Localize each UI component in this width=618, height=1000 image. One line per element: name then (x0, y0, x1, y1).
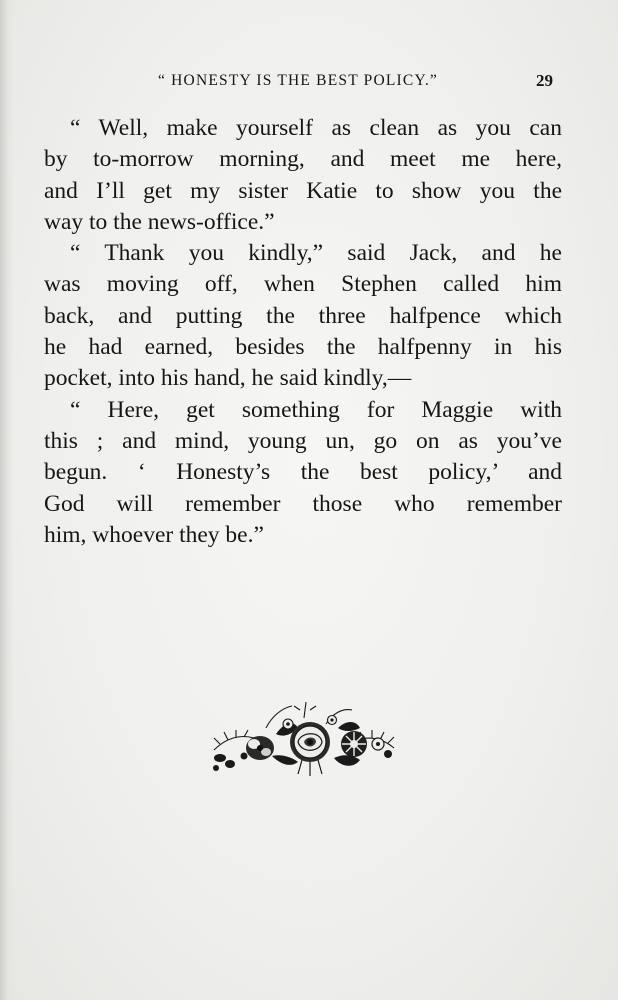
text-line: “ Thank you kindly,” said Jack, and he (70, 240, 562, 267)
page-number: 29 (536, 71, 553, 90)
text-line: pocket, into his hand, he said kindly,— (44, 365, 412, 392)
page-gutter-shadow (0, 0, 14, 1000)
text-line: begun. ‘ Honesty’s the best policy,’ and (44, 459, 562, 486)
text-line: way to the news-office.” (44, 208, 275, 235)
floral-bouquet-icon (206, 698, 402, 780)
paragraph (44, 113, 562, 238)
text-line: this ; and mind, young un, go on as you’ve (44, 427, 562, 454)
text-line: he had earned, besides the halfpenny in his (44, 334, 562, 361)
text-line: back, and putting the three halfpence which (44, 302, 562, 329)
text-line: “ Well, make yourself as clean as you can (70, 115, 562, 141)
body-text (44, 113, 562, 551)
text-line: him, whoever they be.” (44, 521, 264, 548)
text-line: and I’ll get my sister Katie to show you the (44, 177, 562, 204)
text-line: by to-morrow morning, and meet me here, (44, 146, 562, 173)
running-head: “ HONESTY IS THE BEST POLICY.” (158, 72, 438, 89)
paragraph (44, 238, 562, 394)
text-line: God will remember those who remember (44, 490, 562, 517)
paragraph (44, 395, 562, 551)
text-line: was moving off, when Stephen called him (44, 271, 562, 298)
text-line: “ Here, get something for Maggie with (70, 396, 562, 423)
